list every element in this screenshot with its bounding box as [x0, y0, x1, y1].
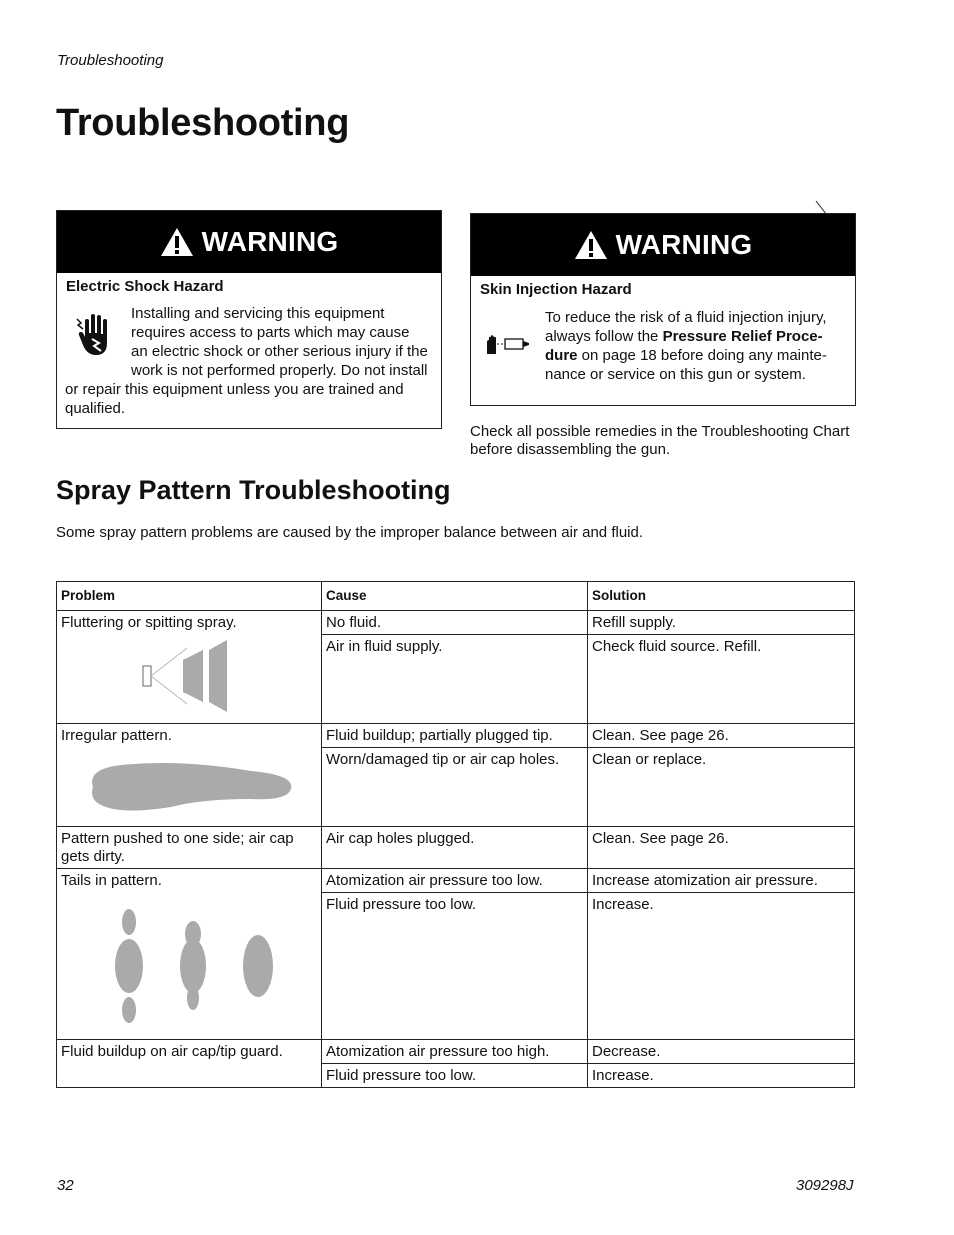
solution-cell: Clean or replace. [588, 748, 855, 827]
section-title: Spray Pattern Troubleshooting [56, 475, 451, 505]
cause-cell: Fluid pressure too low. [322, 1064, 588, 1088]
cause-cell: Atomization air pressure too low. [322, 869, 588, 893]
warning-banner [471, 214, 855, 276]
warning-triangle-icon [160, 227, 194, 257]
cause-cell: Air cap holes plugged. [322, 827, 588, 869]
document-number: 309298J [796, 1177, 854, 1194]
electric-shock-warning [56, 210, 442, 429]
skin-injection-warning [470, 213, 856, 406]
warning-banner [57, 211, 441, 273]
troubleshooting-table [56, 581, 855, 1088]
table-row [57, 1040, 855, 1064]
cause-cell: Worn/damaged tip or air cap holes. [322, 748, 588, 827]
warning-text: To reduce the risk of a fluid injection injury, always follow the Pressure Relief Proce-dure on page 18 before doing any mainte-nance or service on this gun or system. [545, 309, 827, 383]
page-number: 32 [57, 1177, 74, 1194]
table-row [57, 869, 855, 893]
problem-cell: Tails in pattern. [57, 869, 322, 1040]
warning-label: WARNING [201, 226, 339, 257]
problem-cell: Fluttering or spitting spray. [57, 611, 322, 724]
warning-label: WARNING [615, 229, 753, 260]
note-text: Check all possible remedies in the Troubleshooting Chart before disassembling the gun. [470, 423, 850, 458]
warning-text: Installing and servicing this equipment requires access to parts which may cause an electric shock or other serious injury if the work is not performed properly. Do not install or repair this equipment unless you are trained and qualified. [65, 305, 428, 417]
solution-cell: Clean. See page 26. [588, 827, 855, 869]
solution-cell: Increase atomization air pressure. [588, 869, 855, 893]
solution-cell: Refill supply. [588, 611, 855, 635]
cause-cell: Fluid buildup; partially plugged tip. [322, 724, 588, 748]
warning-triangle-icon [574, 230, 608, 260]
cause-cell: Atomization air pressure too high. [322, 1040, 588, 1064]
table-row [57, 827, 855, 869]
table-row [57, 724, 855, 748]
solution-cell: Decrease. [588, 1040, 855, 1064]
table-header-row [57, 582, 855, 611]
solution-cell: Check fluid source. Refill. [588, 635, 855, 724]
header-cause: Cause [322, 582, 588, 611]
fluttering-spray-icon [137, 636, 257, 716]
solution-cell: Increase. [588, 893, 855, 1040]
intro-text: Some spray pattern problems are caused by the improper balance between air and fluid. [56, 524, 643, 541]
skin-injection-hand-icon [483, 334, 533, 356]
cause-cell: No fluid. [322, 611, 588, 635]
table-row [57, 611, 855, 635]
hazard-title: Skin Injection Hazard [480, 281, 632, 298]
running-header: Troubleshooting [57, 52, 164, 69]
header-solution: Solution [588, 582, 855, 611]
problem-cell: Fluid buildup on air cap/tip guard. [57, 1040, 322, 1088]
irregular-pattern-icon [81, 755, 301, 815]
cause-cell: Fluid pressure too low. [322, 893, 588, 1040]
problem-cell: Pattern pushed to one side; air cap gets dirty. [57, 827, 322, 869]
solution-cell: Clean. See page 26. [588, 724, 855, 748]
problem-cell: Irregular pattern. [57, 724, 322, 827]
cause-cell: Air in fluid supply. [322, 635, 588, 724]
page-title: Troubleshooting [56, 102, 350, 144]
solution-cell: Increase. [588, 1064, 855, 1088]
header-problem: Problem [57, 582, 322, 611]
hazard-title: Electric Shock Hazard [66, 278, 224, 295]
tails-pattern-icon [91, 906, 291, 1026]
